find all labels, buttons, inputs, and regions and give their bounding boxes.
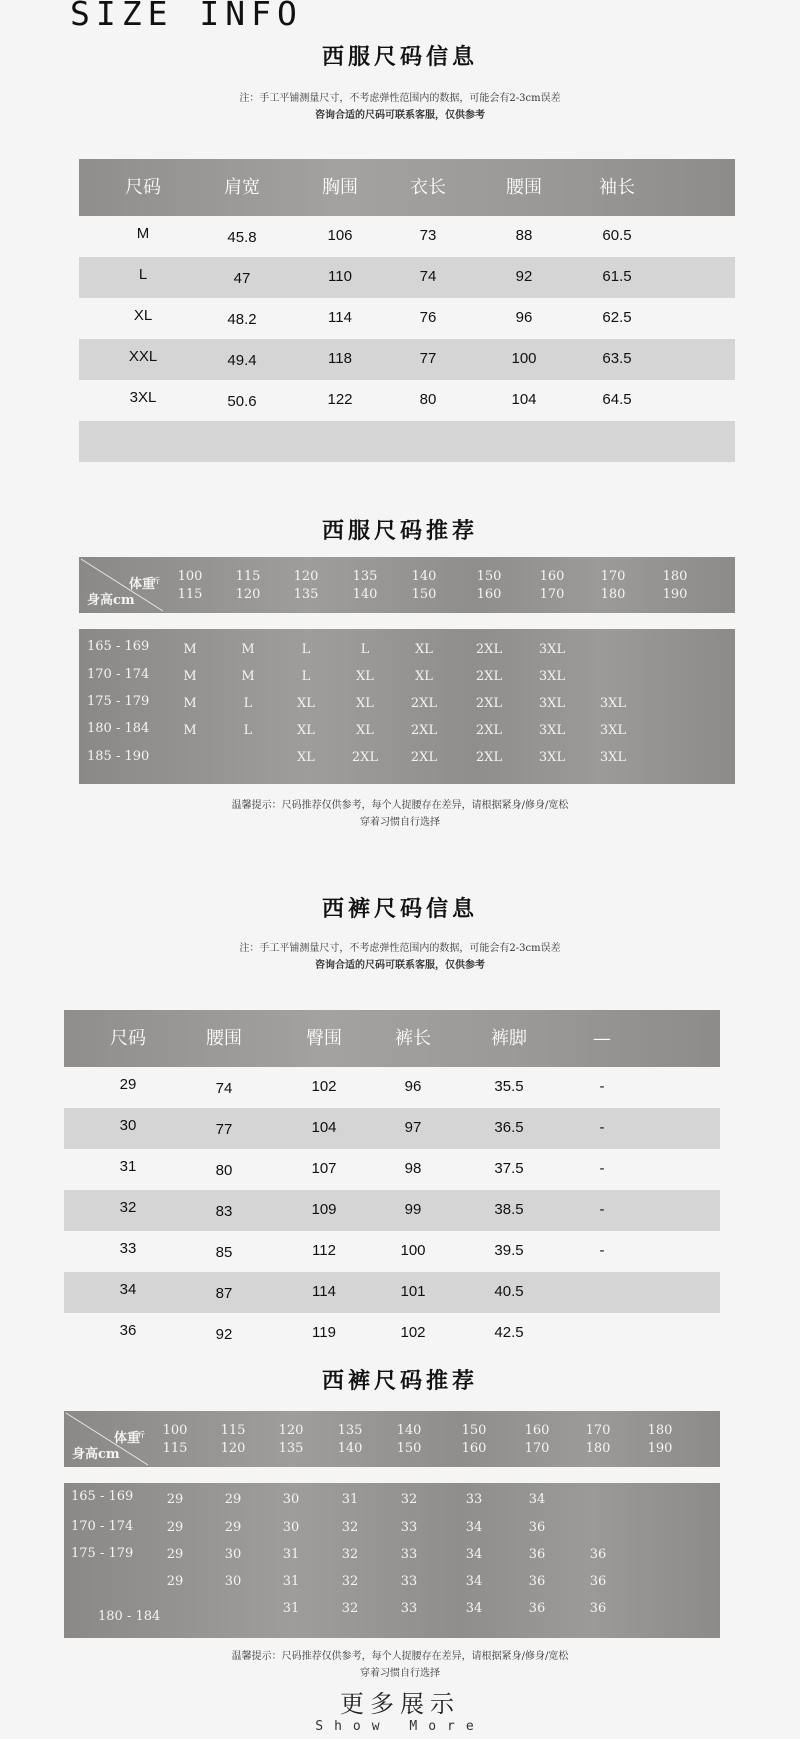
recommended-size: 32: [341, 1574, 359, 1589]
recommended-size: 36: [528, 1601, 546, 1616]
table-cell: 96: [515, 309, 533, 326]
table-row: [79, 257, 735, 298]
table-row: [79, 216, 735, 257]
recommended-size: 2XL: [410, 723, 438, 738]
weight-range-end: 190: [662, 587, 688, 602]
show-more-link[interactable]: [0, 1684, 800, 1734]
table-cell: 102: [400, 1324, 426, 1341]
table-cell: 3XL: [129, 389, 157, 406]
table-cell: 38.5: [494, 1201, 524, 1218]
recommended-size: 36: [528, 1574, 546, 1589]
recommended-size: 31: [282, 1601, 300, 1616]
height-range-label: 185 - 190: [87, 749, 150, 764]
weight-range-end: 115: [177, 587, 203, 602]
recommended-size: XL: [356, 696, 374, 711]
table-cell: 102: [311, 1078, 337, 1095]
recommended-size: 30: [224, 1574, 242, 1589]
weight-range-end: 135: [293, 587, 319, 602]
weight-range-start: 180: [662, 569, 688, 584]
table-cell: 104: [311, 1119, 337, 1136]
table-cell: 61.5: [602, 268, 632, 285]
recommended-size: 33: [465, 1492, 483, 1507]
table-cell: 48.2: [227, 311, 257, 328]
page-title: SIZE INFO: [70, 0, 303, 33]
recommended-size: L: [360, 642, 370, 657]
table-header: [79, 159, 735, 216]
recommended-size: 3XL: [538, 642, 566, 657]
column-header: 腰围: [506, 177, 542, 198]
weight-range-start: 160: [539, 569, 565, 584]
recommended-size: XL: [415, 669, 433, 684]
recommended-size: 2XL: [475, 750, 503, 765]
table-cell: 99: [404, 1201, 422, 1218]
recommended-size: 29: [224, 1520, 242, 1535]
weight-range-end: 180: [585, 1441, 611, 1456]
recommended-size: 29: [224, 1492, 242, 1507]
weight-range-start: 115: [235, 569, 261, 584]
weight-range-start: 150: [476, 569, 502, 584]
recommended-size: 34: [465, 1574, 483, 1589]
column-header: 衣长: [410, 177, 446, 198]
table-row: [64, 1190, 720, 1231]
weight-range-start: 140: [411, 569, 437, 584]
weight-range-end: 140: [352, 587, 378, 602]
recommended-size: 2XL: [351, 750, 379, 765]
height-range-label: 165 - 169: [87, 639, 150, 654]
recommended-size: 3XL: [599, 696, 627, 711]
recommended-size: 29: [166, 1520, 184, 1535]
suit-info-note-line2: 咨询合适的尺码可联系客服，仅供参考: [315, 110, 485, 121]
show-more-en: Show More: [315, 1719, 485, 1734]
table-row: [79, 298, 735, 339]
weight-range-start: 100: [162, 1423, 188, 1438]
table-cell: 76: [419, 309, 437, 326]
height-range-label: 180 - 184: [98, 1609, 161, 1624]
recommended-size: 32: [341, 1520, 359, 1535]
corner-weight-unit: 斤: [153, 576, 160, 585]
height-range-label: 175 - 179: [87, 694, 150, 709]
table-cell: 104: [511, 391, 537, 408]
recommended-size: 31: [341, 1492, 359, 1507]
suit-info-title: 西服尺码信息: [321, 44, 478, 70]
recommended-size: 29: [166, 1574, 184, 1589]
table-cell: 92: [515, 268, 533, 285]
recommended-size: 30: [282, 1492, 300, 1507]
recommended-size: M: [183, 669, 197, 684]
table-cell: 109: [311, 1201, 337, 1218]
table-cell: 74: [215, 1080, 233, 1097]
weight-range-end: 170: [539, 587, 565, 602]
suit-rec-tip-line1: 温馨提示：尺码推荐仅供参考，每个人捉腰存在差异，请根据紧身/修身/宽松: [231, 800, 569, 811]
recommended-size: 29: [166, 1492, 184, 1507]
recommended-size: 3XL: [538, 750, 566, 765]
recommended-size: XL: [297, 723, 315, 738]
table-cell: 100: [511, 350, 537, 367]
recommended-size: 2XL: [475, 669, 503, 684]
table-cell: 45.8: [227, 229, 257, 246]
recommended-size: 3XL: [599, 723, 627, 738]
pants-rec-title: 西裤尺码推荐: [321, 1368, 478, 1394]
table-cell: 49.4: [227, 352, 257, 369]
recommended-size: 30: [282, 1520, 300, 1535]
table-cell: 50.6: [227, 393, 257, 410]
weight-range-start: 170: [600, 569, 626, 584]
recommended-size: XL: [356, 669, 374, 684]
corner-weight-label: 体重: [129, 577, 156, 592]
weight-range-start: 115: [220, 1423, 246, 1438]
recommended-size: M: [241, 669, 255, 684]
table-cell: 42.5: [494, 1324, 524, 1341]
table-cell: -: [599, 1242, 605, 1259]
weight-range-start: 120: [293, 569, 319, 584]
recommended-size: XL: [356, 723, 374, 738]
table-cell: -: [599, 1078, 605, 1095]
recommended-size: 31: [282, 1547, 300, 1562]
weight-range-end: 160: [461, 1441, 487, 1456]
column-header: 胸围: [322, 177, 358, 198]
recommended-size: L: [243, 723, 253, 738]
table-cell: 64.5: [602, 391, 632, 408]
table-header: [64, 1010, 720, 1067]
weight-range-start: 150: [461, 1423, 487, 1438]
weight-range-start: 180: [647, 1423, 673, 1438]
recommended-size: 29: [166, 1547, 184, 1562]
weight-range-start: 170: [585, 1423, 611, 1438]
table-cell: XL: [133, 307, 153, 324]
recommended-size: L: [243, 696, 253, 711]
table-cell: 85: [215, 1244, 233, 1261]
recommended-size: 32: [341, 1547, 359, 1562]
weight-range-end: 135: [278, 1441, 304, 1456]
recommended-size: 32: [341, 1601, 359, 1616]
recommended-size: 3XL: [538, 696, 566, 711]
recommended-size: 3XL: [599, 750, 627, 765]
table-cell: 96: [404, 1078, 422, 1095]
corner-height-label: 身高cm: [87, 593, 135, 608]
table-cell: -: [599, 1119, 605, 1136]
table-cell: 77: [215, 1121, 233, 1138]
pants-info-note: [0, 940, 800, 974]
table-row: [64, 1108, 720, 1149]
recommended-size: 33: [400, 1547, 418, 1562]
suit-rec-title: 西服尺码推荐: [321, 518, 478, 544]
table-cell: 36.5: [494, 1119, 524, 1136]
suit-rec-tip: [0, 797, 800, 831]
recommended-size: 3XL: [538, 723, 566, 738]
pants-info-note-line1: 注：手工平铺测量尺寸，不考虑弹性范围内的数据，可能会有2-3cm误差: [239, 943, 561, 954]
column-header: 臀围: [306, 1028, 342, 1049]
table-cell: 122: [327, 391, 353, 408]
table-cell: L: [138, 266, 148, 283]
recommended-size: XL: [297, 696, 315, 711]
corner-weight-unit: 斤: [138, 1430, 145, 1439]
column-header: 裤脚: [491, 1028, 527, 1049]
height-range-label: 170 - 174: [71, 1519, 134, 1534]
recommended-size: 34: [465, 1601, 483, 1616]
recommended-size: 2XL: [475, 723, 503, 738]
table-cell: 77: [419, 350, 437, 367]
recommended-size: 2XL: [410, 750, 438, 765]
column-header: 袖长: [599, 177, 635, 198]
table-cell: 110: [328, 268, 352, 285]
table-cell: 47: [233, 270, 251, 287]
table-cell: 101: [400, 1283, 426, 1300]
pants-rec-tip-line1: 温馨提示：尺码推荐仅供参考，每个人捉腰存在差异，请根据紧身/修身/宽松: [231, 1651, 569, 1662]
table-row: [64, 1231, 720, 1272]
table-cell: M: [136, 225, 150, 242]
pants-info-note-line2: 咨询合适的尺码可联系客服，仅供参考: [315, 960, 485, 971]
column-header: —: [593, 1028, 611, 1049]
recommended-size: XL: [415, 642, 433, 657]
height-range-label: 165 - 169: [71, 1489, 134, 1504]
table-cell: 119: [312, 1324, 336, 1341]
table-row: [64, 1313, 720, 1354]
corner-height-label: 身高cm: [72, 1447, 120, 1462]
pants-rec-tip: [0, 1648, 800, 1682]
table-row: [64, 1067, 720, 1108]
suit-rec-grid: [79, 629, 735, 784]
recommended-size: 2XL: [475, 642, 503, 657]
recommended-size: 33: [400, 1601, 418, 1616]
table-cell: 29: [119, 1076, 137, 1093]
height-range-label: 170 - 174: [87, 667, 150, 682]
pants-rec-header: [64, 1411, 720, 1467]
table-cell: 88: [515, 227, 533, 244]
suit-info-note-line1: 注：手工平铺测量尺寸，不考虑弹性范围内的数据，可能会有2-3cm误差: [239, 93, 561, 104]
weight-range-end: 120: [235, 587, 261, 602]
suit-info-note: [0, 90, 800, 124]
weight-range-end: 180: [600, 587, 626, 602]
weight-range-start: 140: [396, 1423, 422, 1438]
table-cell: 39.5: [494, 1242, 524, 1259]
table-cell: -: [599, 1201, 605, 1218]
recommended-size: L: [301, 642, 311, 657]
table-cell: 62.5: [602, 309, 632, 326]
table-row: [79, 339, 735, 380]
suit-rec-header: [79, 557, 735, 613]
recommended-size: 36: [528, 1520, 546, 1535]
table-cell: 118: [328, 350, 352, 367]
table-cell: 112: [312, 1242, 336, 1259]
pants-info-title: 西裤尺码信息: [321, 896, 478, 922]
table-cell: 33: [119, 1240, 137, 1257]
weight-range-end: 190: [647, 1441, 673, 1456]
corner-weight-label: 体重: [114, 1431, 141, 1446]
recommended-size: 34: [465, 1520, 483, 1535]
suit-rec-tip-line2: 穿着习惯自行选择: [360, 817, 440, 828]
table-cell: 32: [119, 1199, 137, 1216]
recommended-size: 34: [465, 1547, 483, 1562]
show-more-cn: 更多展示: [340, 1690, 460, 1718]
table-cell: 74: [419, 268, 437, 285]
table-row: [79, 380, 735, 421]
height-range-label: 175 - 179: [71, 1546, 134, 1561]
recommended-size: 30: [224, 1547, 242, 1562]
table-row: [64, 1149, 720, 1190]
weight-range-end: 115: [162, 1441, 188, 1456]
table-cell: 80: [419, 391, 437, 408]
table-row: [64, 1272, 720, 1313]
table-cell: 35.5: [494, 1078, 524, 1095]
recommended-size: M: [183, 696, 197, 711]
recommended-size: L: [301, 669, 311, 684]
table-cell: 37.5: [494, 1160, 524, 1177]
weight-range-end: 170: [524, 1441, 550, 1456]
table-cell: 36: [119, 1322, 137, 1339]
table-cell: 92: [215, 1326, 233, 1343]
recommended-size: 34: [528, 1492, 546, 1507]
table-cell: 114: [328, 309, 352, 326]
table-cell: 98: [404, 1160, 422, 1177]
weight-range-start: 120: [278, 1423, 304, 1438]
recommended-size: M: [241, 642, 255, 657]
table-cell: 63.5: [602, 350, 632, 367]
table-cell: 80: [215, 1162, 233, 1179]
weight-range-end: 120: [220, 1441, 246, 1456]
recommended-size: 31: [282, 1574, 300, 1589]
weight-range-start: 160: [524, 1423, 550, 1438]
weight-range-end: 160: [476, 587, 502, 602]
column-header: 尺码: [110, 1028, 146, 1049]
column-header: 腰围: [206, 1028, 242, 1049]
recommended-size: 2XL: [410, 696, 438, 711]
table-cell: 87: [215, 1285, 233, 1302]
weight-range-start: 135: [337, 1423, 363, 1438]
recommended-size: 2XL: [475, 696, 503, 711]
table-cell: 106: [327, 227, 353, 244]
table-cell: 30: [119, 1117, 137, 1134]
weight-range-start: 135: [352, 569, 378, 584]
recommended-size: 36: [528, 1547, 546, 1562]
pants-rec-tip-line2: 穿着习惯自行选择: [360, 1668, 440, 1679]
recommended-size: XL: [297, 750, 315, 765]
recommended-size: 36: [589, 1601, 607, 1616]
table-cell: 83: [215, 1203, 233, 1220]
column-header: 裤长: [395, 1028, 431, 1049]
recommended-size: M: [183, 642, 197, 657]
table-cell: 34: [119, 1281, 137, 1298]
table-cell: 97: [404, 1119, 422, 1136]
weight-range-end: 140: [337, 1441, 363, 1456]
table-cell: 100: [400, 1242, 426, 1259]
recommended-size: M: [183, 723, 197, 738]
pants-rec-grid: [64, 1483, 720, 1638]
table-cell: 60.5: [602, 227, 632, 244]
recommended-size: 3XL: [538, 669, 566, 684]
height-range-label: 180 - 184: [87, 721, 150, 736]
recommended-size: 36: [589, 1574, 607, 1589]
table-cell: 107: [311, 1160, 337, 1177]
table-cell: 73: [419, 227, 437, 244]
column-header: 尺码: [125, 177, 161, 198]
recommended-size: 36: [589, 1547, 607, 1562]
column-header: 肩宽: [224, 177, 260, 198]
recommended-size: 33: [400, 1520, 418, 1535]
table-row: [79, 421, 735, 462]
table-cell: 40.5: [494, 1283, 524, 1300]
recommended-size: 33: [400, 1574, 418, 1589]
weight-range-end: 150: [396, 1441, 422, 1456]
weight-range-start: 100: [177, 569, 203, 584]
weight-range-end: 150: [411, 587, 437, 602]
table-cell: 114: [312, 1283, 336, 1300]
table-cell: 31: [119, 1158, 137, 1175]
table-cell: XXL: [128, 348, 158, 365]
recommended-size: 32: [400, 1492, 418, 1507]
table-cell: -: [599, 1160, 605, 1177]
